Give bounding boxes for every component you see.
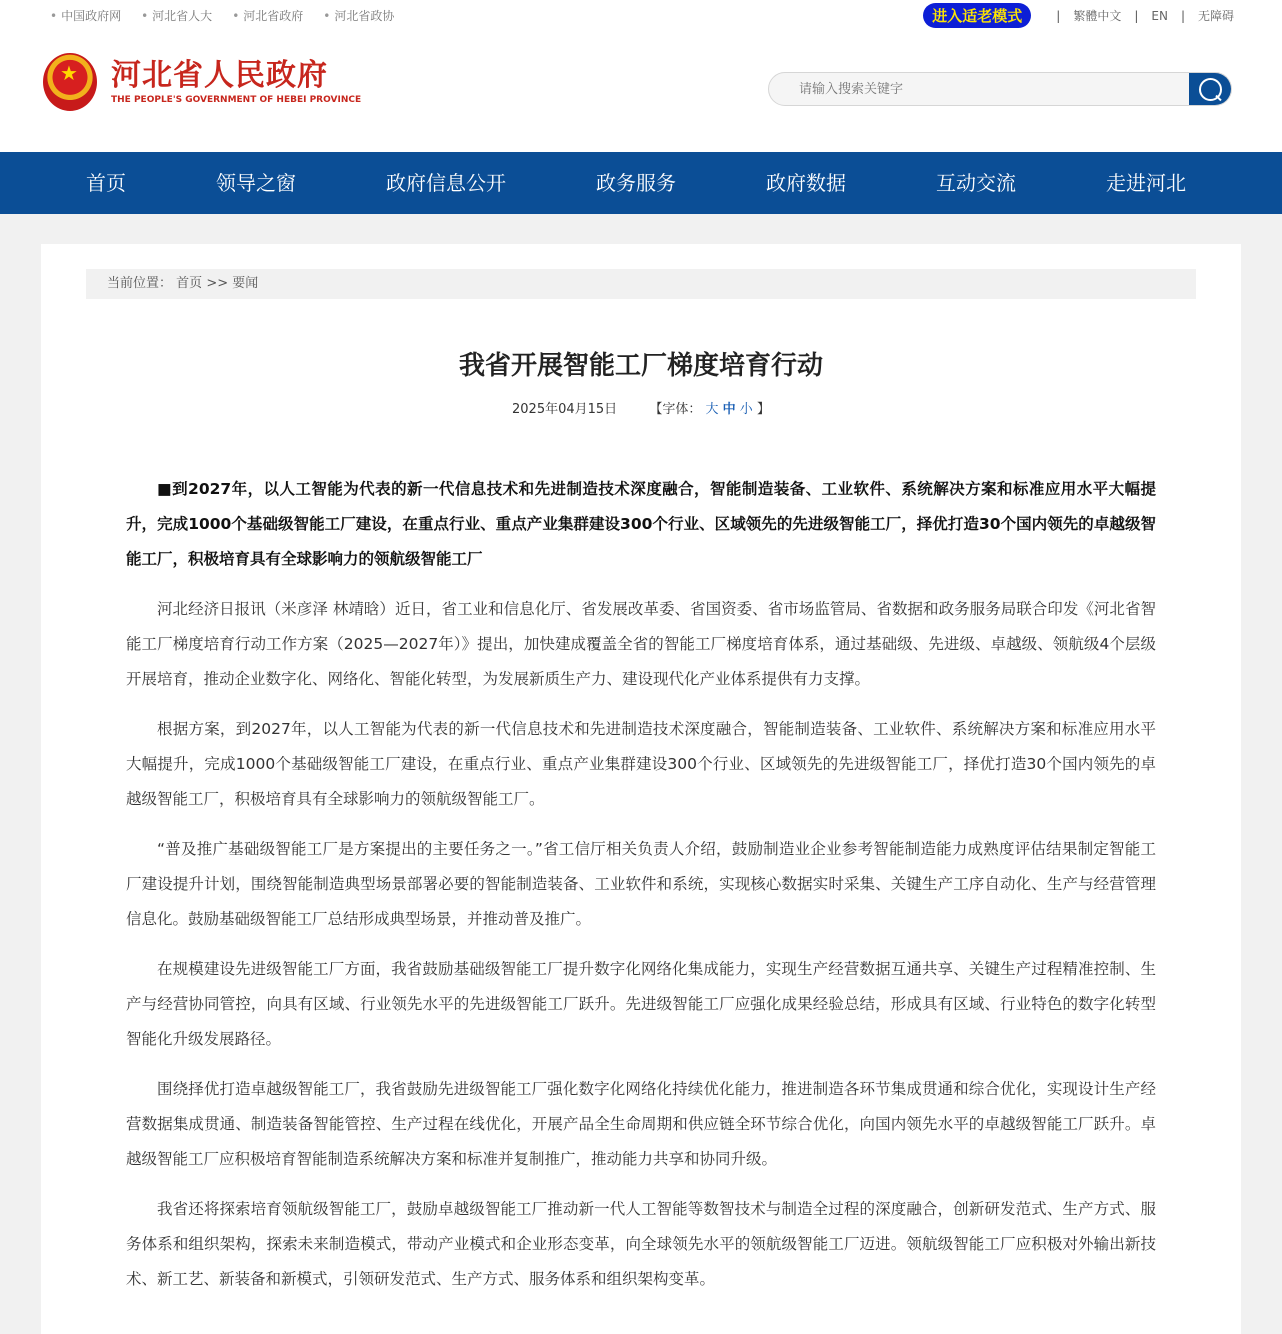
english-link[interactable]: EN: [1151, 8, 1168, 23]
nav-gov-info[interactable]: 政府信息公开: [386, 171, 506, 195]
nav-home[interactable]: 首页: [86, 171, 126, 195]
accessibility-link[interactable]: 无障碍: [1197, 9, 1234, 23]
search-box: [768, 72, 1232, 106]
breadcrumb-prefix: 当前位置：: [107, 276, 173, 291]
logo-title: 河北省人民政府: [111, 58, 328, 93]
nav-leaders[interactable]: 领导之窗: [216, 171, 296, 195]
elder-mode-button[interactable]: 进入适老模式: [923, 3, 1031, 28]
site-header: [0, 0, 1282, 152]
article-lead: ■到2027年，以人工智能为代表的新一代信息技术和先进制造技术深度融合，智能制造装备、工业软件、系统解决方案和标准应用水平大幅提升，完成1000个基础级智能工厂建设，在重点行业、重点产业集群建设300个行业、区域领先的先进级智能工厂，择优打造30个国内领先的卓越级智能工厂，积极培育具有全球影响力的领航级智能工厂: [126, 480, 1156, 568]
article-paragraph: 我省还将探索培育领航级智能工厂，鼓励卓越级智能工厂推动新一代人工智能等数智技术与制造全过程的深度融合，创新研发范式、生产方式、服务体系和组织架构，探索未来制造模式，带动产业模式和企业形态变革，向全球领先水平的领航级智能工厂迈进。领航级智能工厂应积极对外输出新技术、新工艺、新装备和新模式，引领研发范式、生产方式、服务体系和组织架构变革。: [126, 1200, 1156, 1288]
article-paragraph: 在规模建设先进级智能工厂方面，我省鼓励基础级智能工厂提升数字化网络化集成能力，实现生产经营数据互通共享、关键生产过程精准控制、生产与经营协同管控，向具有区域、行业领先水平的先进级智能工厂跃升。先进级智能工厂应强化成果经验总结，形成具有区域、行业特色的数字化转型智能化升级发展路径。: [126, 960, 1156, 1048]
article-paragraph: 根据方案，到2027年，以人工智能为代表的新一代信息技术和先进制造技术深度融合，智能制造装备、工业软件、系统解决方案和标准应用水平大幅提升，完成1000个基础级智能工厂建设，在重点行业、重点产业集群建设300个行业、区域领先的先进级智能工厂，择优打造30个国内领先的卓越级智能工厂，积极培育具有全球影响力的领航级智能工厂。: [126, 720, 1156, 808]
main-nav: [0, 152, 1282, 214]
nav-services[interactable]: 政务服务: [596, 171, 676, 195]
divider: |: [1134, 8, 1139, 23]
nav-about-hebei[interactable]: 走进河北: [1106, 171, 1186, 195]
site-logo[interactable]: [43, 53, 361, 111]
divider: |: [1056, 8, 1061, 23]
top-link-province-gov[interactable]: • 河北省政府: [232, 7, 303, 24]
divider: |: [1180, 8, 1185, 23]
breadcrumb: [86, 269, 1196, 299]
breadcrumb-current[interactable]: 要闻: [232, 276, 259, 291]
font-size-switcher: [649, 402, 770, 417]
search-input[interactable]: [769, 73, 1189, 105]
top-right-tools: [923, 3, 1234, 28]
breadcrumb-sep: >>: [206, 276, 229, 291]
top-link-cppcc[interactable]: • 河北省政协: [323, 7, 394, 24]
top-links: [50, 7, 394, 24]
article-meta: [41, 401, 1241, 419]
logo-subtitle: THE PEOPLE'S GOVERNMENT OF HEBEI PROVINCE: [111, 95, 362, 105]
top-link-npc[interactable]: • 河北省人大: [141, 7, 212, 24]
national-emblem-icon: [43, 53, 97, 111]
nav-data[interactable]: 政府数据: [766, 171, 846, 195]
article-paragraph: 河北经济日报讯（米彦泽 林靖晗）近日，省工业和信息化厅、省发展改革委、省国资委、省市场监管局、省数据和政务服务局联合印发《河北省智能工厂梯度培育行动工作方案（2025—2027年）》提出，加快建成覆盖全省的智能工厂梯度培育体系，通过基础级、先进级、卓越级、领航级4个层级开展培育，推动企业数字化、网络化、智能化转型，为发展新质生产力、建设现代化产业体系提供有力支撑。: [126, 600, 1156, 688]
font-size-large-button[interactable]: 大: [705, 402, 719, 417]
font-size-label: 【字体：: [649, 402, 702, 417]
font-size-small-button[interactable]: 小: [739, 402, 753, 417]
breadcrumb-home[interactable]: 首页: [176, 276, 203, 291]
article-body: [126, 472, 1156, 1312]
nav-interaction[interactable]: 互动交流: [936, 171, 1016, 195]
article-paragraph: 围绕择优打造卓越级智能工厂，我省鼓励先进级智能工厂强化数字化网络化持续优化能力，推进制造各环节集成贯通和综合优化，实现设计生产经营数据集成贯通、制造装备智能管控、生产过程在线优化，开展产品全生命周期和供应链全环节综合优化，向国内领先水平的卓越级智能工厂跃升。卓越级智能工厂应积极培育智能制造系统解决方案和标准并复制推广，推动能力共享和协同升级。: [126, 1080, 1156, 1168]
top-link-gov-cn[interactable]: • 中国政府网: [50, 7, 121, 24]
font-size-close: 】: [756, 402, 770, 417]
traditional-chinese-link[interactable]: 繁體中文: [1073, 9, 1122, 23]
article-date: 2025年04月15日: [512, 402, 618, 417]
article-title: 我省开展智能工厂梯度培育行动: [458, 351, 823, 381]
article-paragraph: “普及推广基础级智能工厂是方案提出的主要任务之一。”省工信厅相关负责人介绍，鼓励制造业企业参考智能制造能力成熟度评估结果制定智能工厂建设提升计划，围绕智能制造典型场景部署必要的智能制造装备、工业软件和系统，实现核心数据实时采集、关键生产工序自动化、生产与经营管理信息化。鼓励基础级智能工厂总结形成典型场景，并推动普及推广。: [126, 840, 1156, 928]
article-panel: [41, 244, 1241, 1334]
search-button[interactable]: [1189, 73, 1231, 105]
font-size-medium-button[interactable]: 中: [722, 402, 736, 417]
